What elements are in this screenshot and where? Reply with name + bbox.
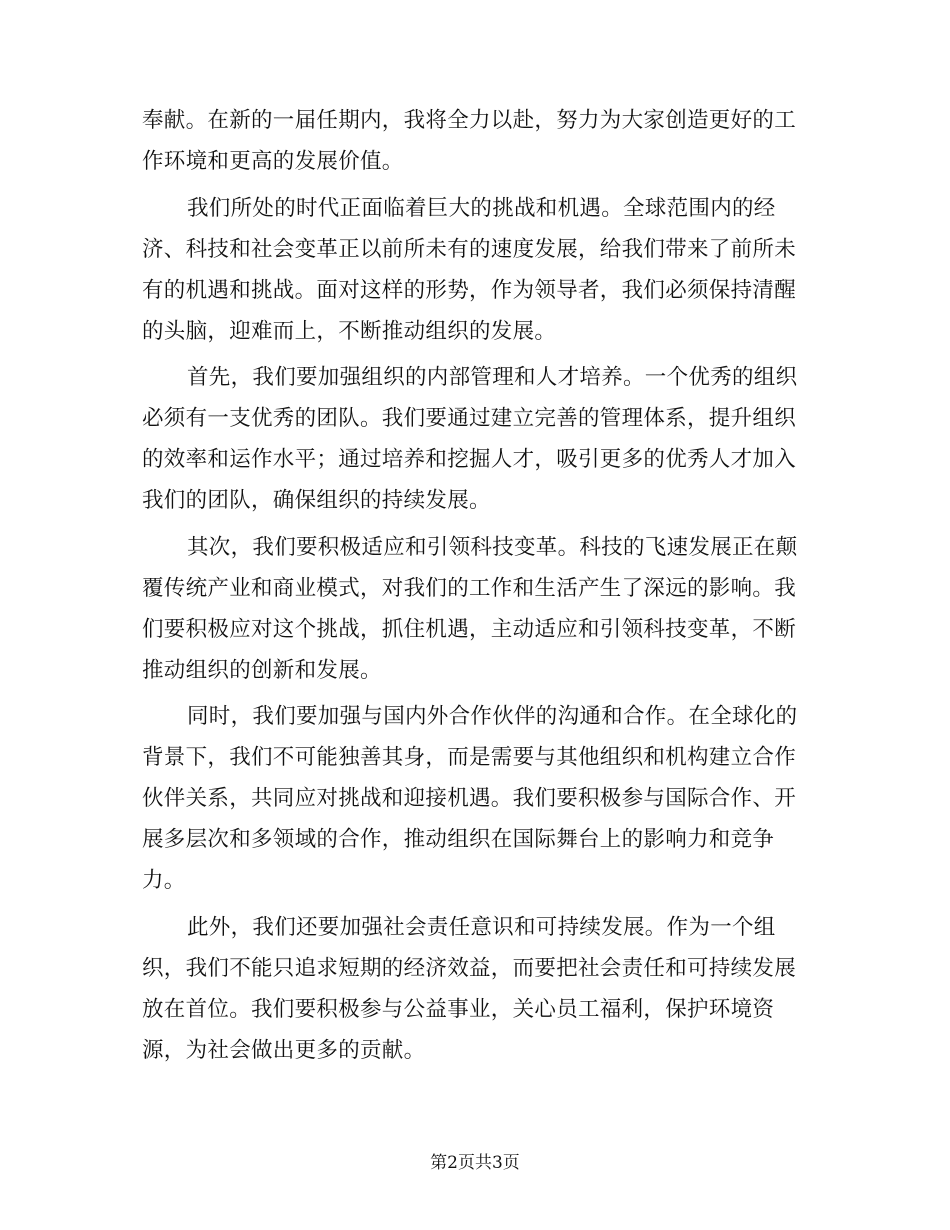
- paragraph-first-line: 同时，我们要加强与国内外合作伙伴的沟通和合作。在全球化的: [187, 704, 798, 729]
- text-line: 作环境和更高的发展价值。: [142, 149, 404, 174]
- paragraph-first-line: 首先，我们要加强组织的内部管理和人才培养。一个优秀的组织: [187, 365, 798, 390]
- text-line: 我们的团队，确保组织的持续发展。: [142, 488, 491, 513]
- text-line: 力。: [142, 868, 186, 893]
- text-line: 展多层次和多领域的合作，推动组织在国际舞台上的影响力和竞争: [142, 827, 775, 852]
- text-line: 的头脑，迎难而上，不断推动组织的发展。: [142, 319, 557, 344]
- text-line: 伙伴关系，共同应对挑战和迎接机遇。我们要积极参与国际合作、开: [142, 786, 797, 811]
- text-line: 覆传统产业和商业模式，对我们的工作和生活产生了深远的影响。我: [142, 576, 797, 601]
- page-number-footer: 第2页共3页: [430, 1153, 520, 1173]
- text-line: 源，为社会做出更多的贡献。: [142, 1038, 426, 1063]
- text-line: 织，我们不能只追求短期的经济效益，而要把社会责任和可持续发展: [142, 956, 797, 981]
- text-line: 推动组织的创新和发展。: [142, 658, 382, 683]
- text-line: 奉献。在新的一届任期内，我将全力以赴，努力为大家创造更好的工: [142, 108, 797, 133]
- text-line: 的效率和运作水平；通过培养和挖掘人才，吸引更多的优秀人才加入: [142, 447, 797, 472]
- paragraph-first-line: 其次，我们要积极适应和引领科技变革。科技的飞速发展正在颠: [187, 535, 798, 560]
- text-line: 放在首位。我们要积极参与公益事业，关心员工福利，保护环境资: [142, 997, 775, 1022]
- text-line: 济、科技和社会变革正以前所未有的速度发展，给我们带来了前所未: [142, 237, 797, 262]
- paragraph-first-line: 我们所处的时代正面临着巨大的挑战和机遇。全球范围内的经: [187, 196, 776, 221]
- text-line: 背景下，我们不可能独善其身，而是需要与其他组织和机构建立合作: [142, 745, 797, 770]
- text-line: 有的机遇和挑战。面对这样的形势，作为领导者，我们必须保持清醒: [142, 278, 797, 303]
- text-line: 必须有一支优秀的团队。我们要通过建立完善的管理体系，提升组织: [142, 406, 797, 431]
- paragraph-first-line: 此外，我们还要加强社会责任意识和可持续发展。作为一个组: [187, 915, 776, 940]
- text-line: 们要积极应对这个挑战，抓住机遇，主动适应和引领科技变革，不断: [142, 617, 797, 642]
